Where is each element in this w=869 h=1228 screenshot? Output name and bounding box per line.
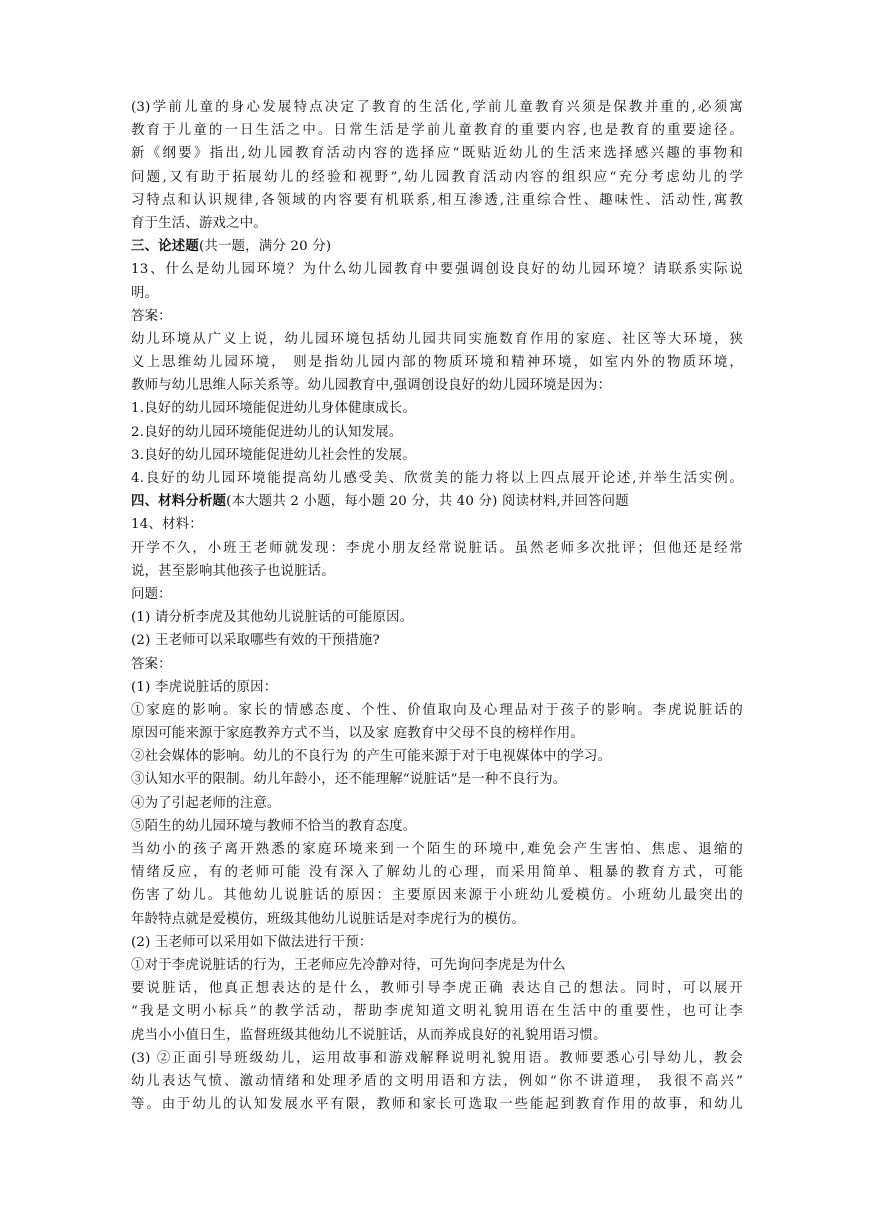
section-heading-line xyxy=(131,235,743,258)
text-line xyxy=(131,397,743,420)
text-line xyxy=(131,421,743,444)
line-text: (2) 王老师可以采用如下做法进行干预： xyxy=(131,934,373,950)
text-line xyxy=(131,1047,743,1070)
text-line xyxy=(131,328,743,351)
line-text: (1) 李虎说脏话的原因： xyxy=(131,679,278,695)
text-line xyxy=(131,931,743,954)
section-heading-line xyxy=(131,490,743,513)
text-line xyxy=(131,977,743,1000)
text-line xyxy=(131,212,743,235)
text-line xyxy=(131,908,743,931)
line-text: (3)学前儿童的身心发展特点决定了教育的生活化,学前儿童教育兴须是保教并重的,必须寓 xyxy=(131,100,743,115)
text-line xyxy=(131,258,743,281)
text-line xyxy=(131,119,743,142)
text-line xyxy=(131,629,743,652)
text-line xyxy=(131,374,743,397)
line-text: 3.良好的幼儿园环境能促进幼儿社会性的发展。 xyxy=(131,447,416,463)
line-text: 年龄特点就是爱模仿，班级其他幼儿说脏话是对李虎行为的模仿。 xyxy=(131,911,526,927)
text-line xyxy=(131,745,743,768)
text-line xyxy=(131,676,743,699)
line-text: 4.良好的幼儿园环境能提高幼儿感受美、欣赏美的能力将以上四点展开论述,并举生活实例。 xyxy=(131,471,743,486)
line-text: (本大题共 2 小题，每小题 20 分，共 40 分) 阅读材料,并回答问题 xyxy=(226,494,629,510)
line-text: “我是文明小标兵”的教学活动，帮助李虎知道文明礼貌用语在生活中的重要性，也可让李 xyxy=(131,1004,743,1020)
line-text: 义上思维幼儿园环境， 则是指幼儿园内部的物质环境和精神环境，如室内外的物质环境， xyxy=(131,355,743,371)
text-line xyxy=(131,861,743,884)
text-line xyxy=(131,838,743,861)
line-text: 原因可能来源于家庭教养方式不当，以及家 庭教育中父母不良的榜样作用。 xyxy=(131,726,584,742)
line-text: 2.良好的幼儿园环境能促进幼儿的认知发展。 xyxy=(131,424,403,440)
text-line xyxy=(131,1024,743,1047)
line-text: ①对于李虎说脏话的行为，王老师应先冷静对待，可先询问李虎是为什么 xyxy=(131,957,566,973)
section-heading: 四、材料分析题 xyxy=(131,493,227,510)
line-text: 虎当小小值日生，监督班级其他幼儿不说脏话，从而养成良好的礼貌用语习惯。 xyxy=(131,1027,607,1043)
text-line xyxy=(131,96,743,119)
text-line xyxy=(131,768,743,791)
text-line xyxy=(131,467,743,490)
line-text: 问题,又有助于拓展幼儿的经验和视野”,幼儿园教育活动内容的组织应“充分考虑幼儿的学 xyxy=(131,169,743,185)
text-line xyxy=(131,189,743,212)
line-text: (共一题，满分 20 分) xyxy=(198,239,332,255)
line-text: 育于生活、游戏之中。 xyxy=(131,215,267,231)
line-text: (3) ②正面引导班级幼儿，运用故事和游戏解释说明礼貌用语。教师要悉心引导幼儿，教会 xyxy=(131,1050,743,1066)
text-line xyxy=(131,606,743,629)
text-line xyxy=(131,884,743,907)
line-text: 教师与幼儿思维人际关系等。幼儿园教育中,强调创设良好的幼儿园环境是因为： xyxy=(131,378,612,394)
line-text: 习特点和认识规律,各领域的内容要有机联系,相互渗透,注重综合性、趣味性、活动性,寓教 xyxy=(131,192,743,208)
line-text: 明。 xyxy=(131,285,159,301)
line-text: ④为了引起老师的注意。 xyxy=(131,795,281,811)
line-text: 教育于儿童的一日生活之中。日常生活是学前儿童教育的重要内容,也是教育的重要途径。 xyxy=(131,123,743,139)
line-text: 要说脏话，他真正想表达的是什么，教师引导李虎正确 表达自己的想法。同时，可以展开 xyxy=(131,981,743,997)
line-text: ⑤陌生的幼儿园环境与教师不恰当的教育态度。 xyxy=(131,818,417,834)
line-text: (1) 请分析李虎及其他幼儿说脏话的可能原因。 xyxy=(131,610,414,626)
line-text: 等。由于幼儿的认知发展水平有限，教师和家长可选取一些能起到教育作用的故事，和幼儿 xyxy=(131,1097,743,1113)
text-line xyxy=(131,444,743,467)
line-text: 开学不久，小班王老师就发现：李虎小朋友经常说脏话。虽然老师多次批评；但他还是经常 xyxy=(131,540,743,556)
line-text: 13、什么是幼儿园环境？为什么幼儿园教育中要强调创设良好的幼儿园环境？请联系实际说 xyxy=(131,262,743,278)
text-line xyxy=(131,1000,743,1023)
text-line xyxy=(131,560,743,583)
line-text: ①家庭的影响。家长的情感态度、个性、价值取向及心理品对于孩子的影响。李虎说脏话的 xyxy=(131,702,743,718)
text-line xyxy=(131,282,743,305)
text-line xyxy=(131,305,743,328)
line-text: 新《纲要》指出,幼儿园教育活动内容的选择应“既贴近幼儿的生活来选择感兴趣的事物和 xyxy=(131,146,743,162)
line-text: ③认知水平的限制。幼儿年龄小，还不能理解“说脏话”是一种不良行为。 xyxy=(131,772,567,788)
text-line xyxy=(131,1070,743,1093)
line-text: 当幼小的孩子离开熟悉的家庭环境来到一个陌生的环境中,难免会产生害怕、焦虑、退缩的 xyxy=(131,842,743,857)
line-text: (2) 王老师可以采取哪些有效的干预措施? xyxy=(131,633,380,649)
text-line xyxy=(131,142,743,165)
line-text: 情绪反应，有的老师可能 没有深入了解幼儿的心理，而采用简单、粗暴的教育方式，可能 xyxy=(131,865,743,881)
text-line xyxy=(131,351,743,374)
text-line xyxy=(131,722,743,745)
line-text: 答案： xyxy=(131,656,172,672)
document-page xyxy=(131,96,743,1116)
text-line xyxy=(131,653,743,676)
section-heading: 三、论述题 xyxy=(131,238,199,255)
line-text: 问题： xyxy=(131,586,172,602)
line-text: 答案： xyxy=(131,308,172,324)
line-text: 幼儿表达气愤、激动情绪和处理矛盾的文明用语和方法，例如“你不讲道理， 我很不高兴” xyxy=(131,1073,743,1089)
text-line xyxy=(131,583,743,606)
line-text: 说，甚至影响其他孩子也说脏话。 xyxy=(131,563,335,579)
text-line xyxy=(131,815,743,838)
line-text: 幼儿环境从广义上说，幼儿园环境包括幼儿园共同实施数育作用的家庭、社区等大环境，狭 xyxy=(131,331,743,347)
line-text: 14、材料： xyxy=(131,517,203,533)
line-text: 1.良好的幼儿园环境能促进幼儿身体健康成长。 xyxy=(131,401,416,417)
text-line xyxy=(131,513,743,536)
text-line xyxy=(131,166,743,189)
line-text: ②社会媒体的影响。幼儿的不良行为 的产生可能来源于对于电视媒体中的学习。 xyxy=(131,749,612,765)
text-line xyxy=(131,792,743,815)
text-line xyxy=(131,1093,743,1116)
text-line xyxy=(131,699,743,722)
text-line xyxy=(131,537,743,560)
line-text: 伤害了幼儿。其他幼儿说脏话的原因：主要原因来源于小班幼儿爱模仿。小班幼儿最突出的 xyxy=(131,888,743,904)
text-line xyxy=(131,954,743,977)
